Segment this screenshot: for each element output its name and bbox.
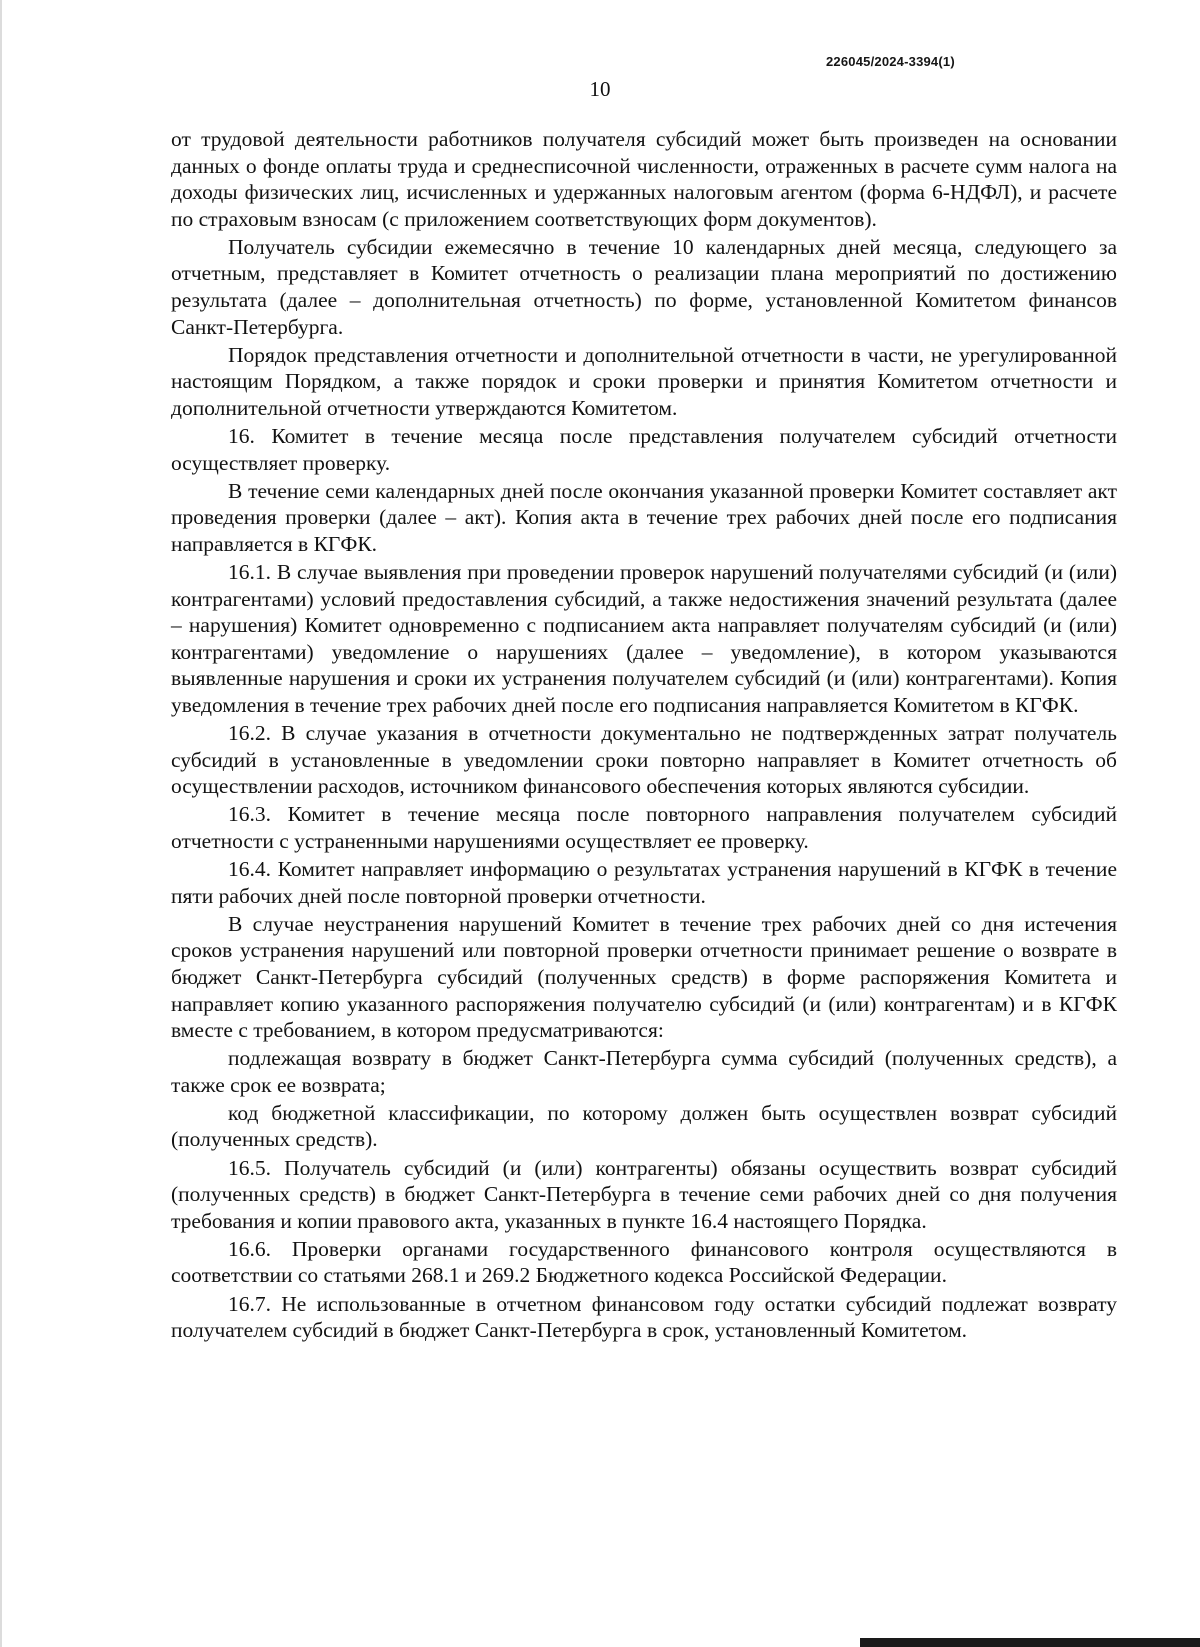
clause-16-5: 16.5. Получатель субсидий (и (или) контрагенты) обязаны осуществить возврат субсидий (полученных средств) в бюджет Санкт-Петербурга в течение семи рабочих дней со дня получения требования и копии правового акта, указанных в пункте 16.4 настоящего Порядка. (171, 1155, 1117, 1233)
paragraph-refund-decision: В случае неустранения нарушений Комитет в течение трех рабочих дней со дня истечения сроков устранения нарушений или повторной проверки отчетности принимает решение о возврате в бюджет Санкт-Петербурга субсидий (полученных средств) в форме распоряжения Комитета и направляет копию указанного распоряжения получателю субсидий (и (или) контрагентам) и в КГФК вместе с требованием, в котором предусматриваются: (171, 911, 1117, 1043)
clause-16-3: 16.3. Комитет в течение месяца после повторного направления получателем субсидий отчетности с устраненными нарушениями осуществляет ее проверку. (171, 802, 1117, 853)
clause-16: 16. Комитет в течение месяца после представления получателем субсидий отчетности осуществляет проверку. (171, 424, 1117, 475)
document-registration-number: 226045/2024-3394(1) (826, 54, 955, 69)
clause-16-7: 16.7. Не использованные в отчетном финансовом году остатки субсидий подлежат возврату получателем субсидий в бюджет Санкт-Петербурга в срок, установленный Комитетом. (171, 1291, 1117, 1343)
page-number: 10 (589, 77, 611, 101)
paragraph-reporting-procedure: Порядок представления отчетности и дополнительной отчетности в части, не урегулированной настоящим Порядком, а также порядок и сроки проверки и принятия Комитетом отчетности и дополнительной отчетности утверждаются Комитетом. (171, 342, 1117, 420)
clause-16-1: 16.1. В случае выявления при проведении проверок нарушений получателями субсидий (и (или) контрагентами) условий предоставления субсидий, а также недостижения значений результата (далее – нарушения) Комитет одновременно с подписанием акта направляет получателям субсидий (и (или) контрагентами) уведомление о нарушениях (далее – уведомление), в котором указываются выявленные нарушения и сроки их устранения получателем субсидий (и (или) контрагентами). Копия уведомления в течение трех рабочих дней после его подписания направляется Комитетом в КГФК. (171, 560, 1117, 717)
clause-16-4: 16.4. Комитет направляет информацию о результатах устранения нарушений в КГФК в течение пяти рабочих дней после повторной проверки отчетности. (171, 857, 1117, 908)
clause-16-6: 16.6. Проверки органами государственного финансового контроля осуществляются в соответствии со статьями 268.1 и 269.2 Бюджетного кодекса Российской Федерации. (171, 1236, 1117, 1288)
scan-edge (0, 0, 2, 1647)
paragraph-continuation: от трудовой деятельности работников получателя субсидий может быть произведен на основании данных о фонде оплаты труда и среднесписочной численности, отраженных в расчете сумм налога на доходы физических лиц, исчисленных и удержанных налоговым агентом (форма 6-НДФЛ), и расчете по страховым взносам (с приложением соответствующих форм документов). (171, 127, 1117, 231)
scan-bottom-border (860, 1638, 1200, 1647)
document-body (171, 126, 1117, 1345)
list-item-budget-code: код бюджетной классификации, по которому должен быть осуществлен возврат субсидий (полученных средств). (171, 1100, 1117, 1152)
list-item-refund-amount: подлежащая возврату в бюджет Санкт-Петербурга сумма субсидий (полученных средств), а также срок ее возврата; (171, 1046, 1117, 1097)
paragraph-monthly-reporting: Получатель субсидии ежемесячно в течение 10 календарных дней месяца, следующего за отчетным, представляет в Комитет отчетность о реализации плана мероприятий по достижению результата (далее – дополнительная отчетность) по форме, установленной Комитетом финансов Санкт-Петербурга. (171, 234, 1117, 339)
clause-16-2: 16.2. В случае указания в отчетности документально не подтвержденных затрат получатель субсидий в установленные в уведомлении сроки повторно направляет в Комитет отчетность об осуществлении расходов, источником финансового обеспечения которых являются субсидии. (171, 721, 1117, 799)
paragraph-inspection-act: В течение семи календарных дней после окончания указанной проверки Комитет составляет акт проведения проверки (далее – акт). Копия акта в течение трех рабочих дней после его подписания направляется в КГФК. (171, 478, 1117, 556)
